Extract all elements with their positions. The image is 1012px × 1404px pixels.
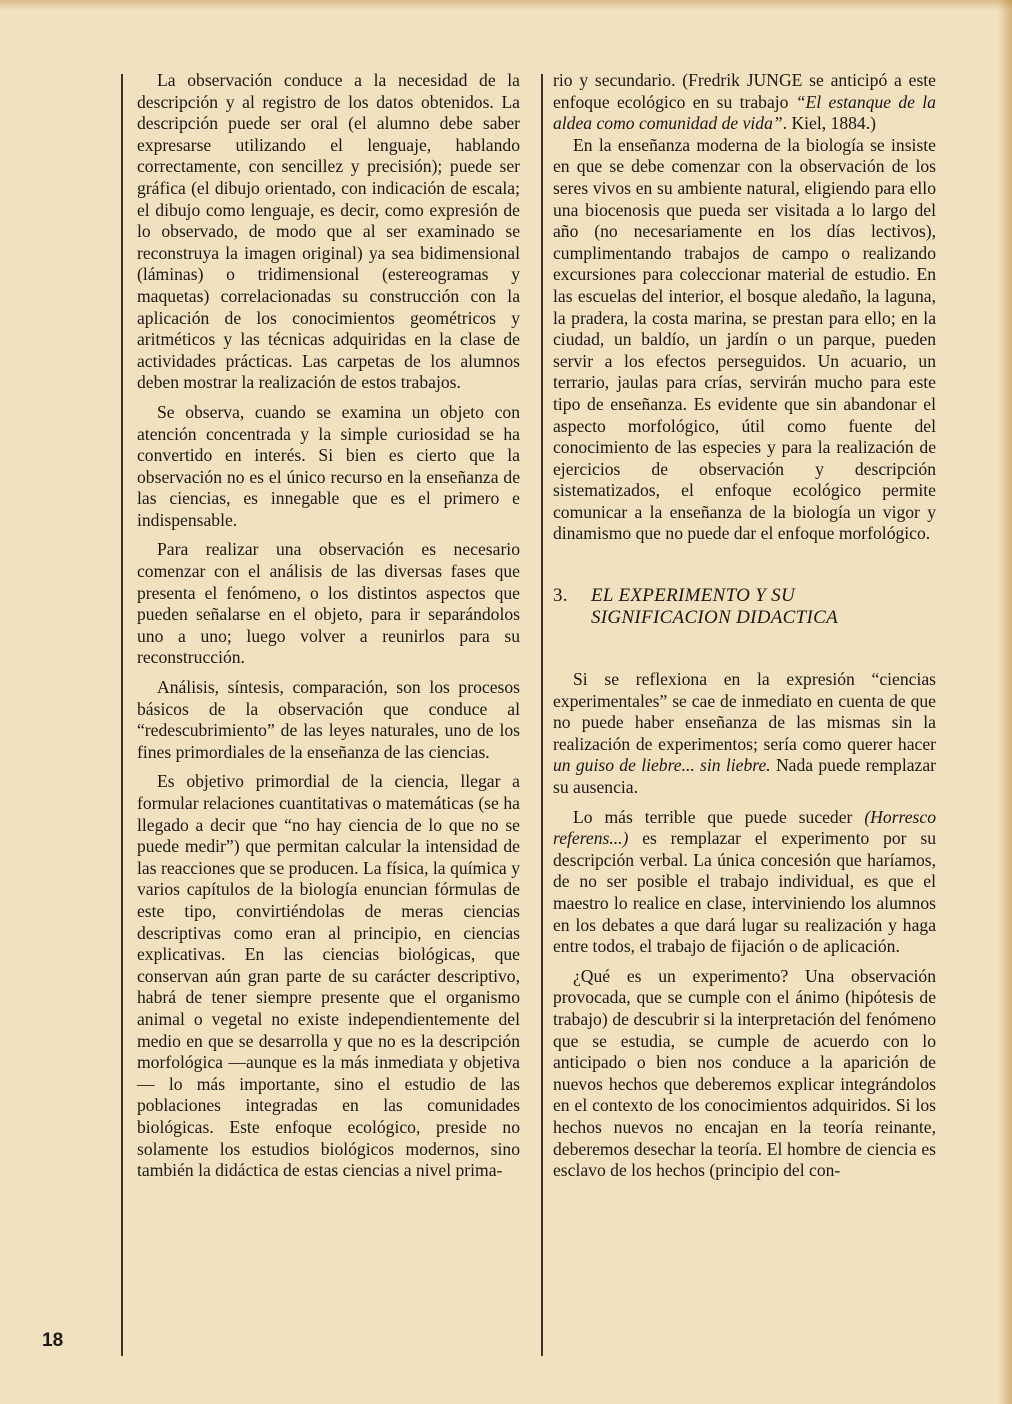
- emphasis-horresco: (Horresco referens...): [553, 806, 936, 849]
- citation-tail: . Kiel, 1884.): [782, 113, 876, 134]
- paragraph-objetivo-ciencia: Es objetivo primordial de la ciencia, llegar a formular relaciones cuantitativas o matemáticas (se ha llegado a decir que “no hay ciencia de lo que no se puede medir”) que permitan calcular la intensidad de las reacciones que se producen. La física, la química y varios capítulos de la biología enuncian fórmulas de este tipo, convirtiéndolas de meras ciencias descriptivas como eran al principio, en ciencias explicativas. En las ciencias biológicas, que conservan aún gran parte de su carácter descriptivo, habrá de tener siempre presente que el organismo animal o vegetal no existe independientemente del medio en que se desarrolla y que no es la descripción morfológica —aunque es la más inmediata y objetiva— lo más importante, sino el estudio de las poblaciones integradas en las comunidades biológicas. Este enfoque ecológico, preside no solamente los estudios biológicos modernos, sino también la didáctica de estas ciencias a nivel prima-: [137, 771, 520, 1181]
- left-column: [137, 70, 520, 1182]
- paragraph-ciencias-experimentales: [553, 669, 936, 799]
- section-heading: [553, 585, 936, 629]
- paragraph-se-observa: Se observa, cuando se examina un objeto con atención concentrada y la simple curiosidad se ha convertido en interés. Si bien es cierto que la observación no es el único recurso en la enseñanza de las ciencias, es innegable que es el primero e indispensable.: [137, 401, 520, 530]
- column-divider-rule: [541, 74, 543, 1356]
- paragraph-descripcion: La observación conduce a la necesidad de la descripción y al registro de los datos obtenidos. La descripción puede ser oral (el alumno debe saber expresarse utilizando el lenguaje, hablando correctamente, con sencillez y precisión); puede ser gráfica (el dibujo orientado, con indicación de escala; el dibujo como lenguaje, es decir, como expresión de lo observado, de modo que al ser examinado se reconstruya la imagen original) ya sea bidimensional (láminas) o tridimensional (estereogramas y maquetas) correlacionadas su construcción con la aplicación de los conocimientos geométricos y aritméticos y las técnicas adquiridas en la clase de actividades prácticas. Las carpetas de los alumnos deben mostrar la realización de estos trabajos.: [137, 70, 520, 393]
- text-run: Lo más terrible que puede suceder: [573, 806, 865, 827]
- paragraph-ensenanza-moderna: En la enseñanza moderna de la biología se insiste en que se debe comenzar con la observación de los seres vivos en su ambiente natural, eligiendo para ello una biocenosis que pueda ser visitada a lo largo del año (no necesariamente en los días lectivos), cumplimentando trabajos de campo o realizando excursiones para coleccionar material de estudio. En las escuelas del interior, el bosque aledaño, la laguna, la pradera, la costa marina, se prestan para ello; en la ciudad, un baldío, un jardín o un parque, pueden servir a los efectos perseguidos. Un acuario, un terrario, jaulas para crías, servirán mucho para este tipo de enseñanza. Es evidente que sin abandonar el aspecto morfológico, útil como fuente del conocimiento de las especies y para la realización de ejercicios de observación y descripción sistematizados, el enfoque ecológico permite comunicar a la enseñanza de la biología un vigor y dinamismo que no puede dar el enfoque morfológico.: [553, 134, 936, 544]
- section-title-line2: SIGNIFICACION DIDACTICA: [591, 607, 839, 629]
- text-run: es remplazar el experimento por su descripción verbal. La única concesión que haríamos, de no ser posible el trabajo individual, es que el maestro lo realice en clase, interviniendo los alumnos en los debates a que dará lugar su realización y haga entre todos, el trabajo de fijación o de aplicación.: [553, 828, 936, 957]
- text-run: Si se reflexiona en la expresión “ciencias experimentales” se cae de inmediato en cuenta de que no puede haber enseñanza de las mismas sin la realización de experimentos; sería como querer hacer: [553, 669, 936, 754]
- right-column: [553, 70, 936, 1182]
- paragraph-continuation: [553, 70, 936, 135]
- section-title-line1: EL EXPERIMENTO Y SU: [591, 585, 795, 607]
- paragraph-sintesis: Análisis, síntesis, comparación, son los procesos básicos de la observación que conduce al “redescubrimiento” de las leyes naturales, uno de los fines primordiales de la enseñanza de las ciencias.: [137, 677, 520, 762]
- page-number: 18: [42, 1330, 64, 1351]
- cited-work-title: “El estanque de la aldea como comunidad de vida”: [553, 91, 936, 134]
- continuation-text: rio y secundario. (Fredrik JUNGE se anticipó a este enfoque ecológico en su trabajo: [553, 70, 936, 112]
- paragraph-lo-mas-terrible: [553, 807, 936, 958]
- text-run: Nada puede remplazar su ausencia.: [553, 755, 936, 798]
- section-number: 3.: [553, 585, 568, 607]
- page-shadow-right: [998, 0, 1012, 1404]
- emphasis-guiso: un guiso de liebre... sin liebre.: [553, 755, 771, 776]
- left-column-rule: [121, 74, 123, 1356]
- paragraph-analisis-fases: Para realizar una observación es necesario comenzar con el análisis de las diversas fases que presenta el fenómeno, o los distintos aspectos que pueden señalarse en el objeto, para ir separándolos uno a uno; luego volver a reunirlos para su reconstrucción.: [137, 539, 520, 668]
- page-shadow-top: [0, 0, 1012, 10]
- paragraph-que-es-experimento: ¿Qué es un experimento? Una observación provocada, que se cumple con el ánimo (hipótesis de trabajo) de descubrir si la interpretación del fenómeno que se estudia, se cumple de acuerdo con lo anticipado o bien nos conduce a la aparición de nuevos hechos que deberemos explicar integrándolos en el contexto de los conocimientos adquiridos. Si los hechos nuevos no encajan en la teoría reinante, deberemos desechar la teoría. El hombre de ciencia es esclavo de los hechos (principio del con-: [553, 965, 936, 1181]
